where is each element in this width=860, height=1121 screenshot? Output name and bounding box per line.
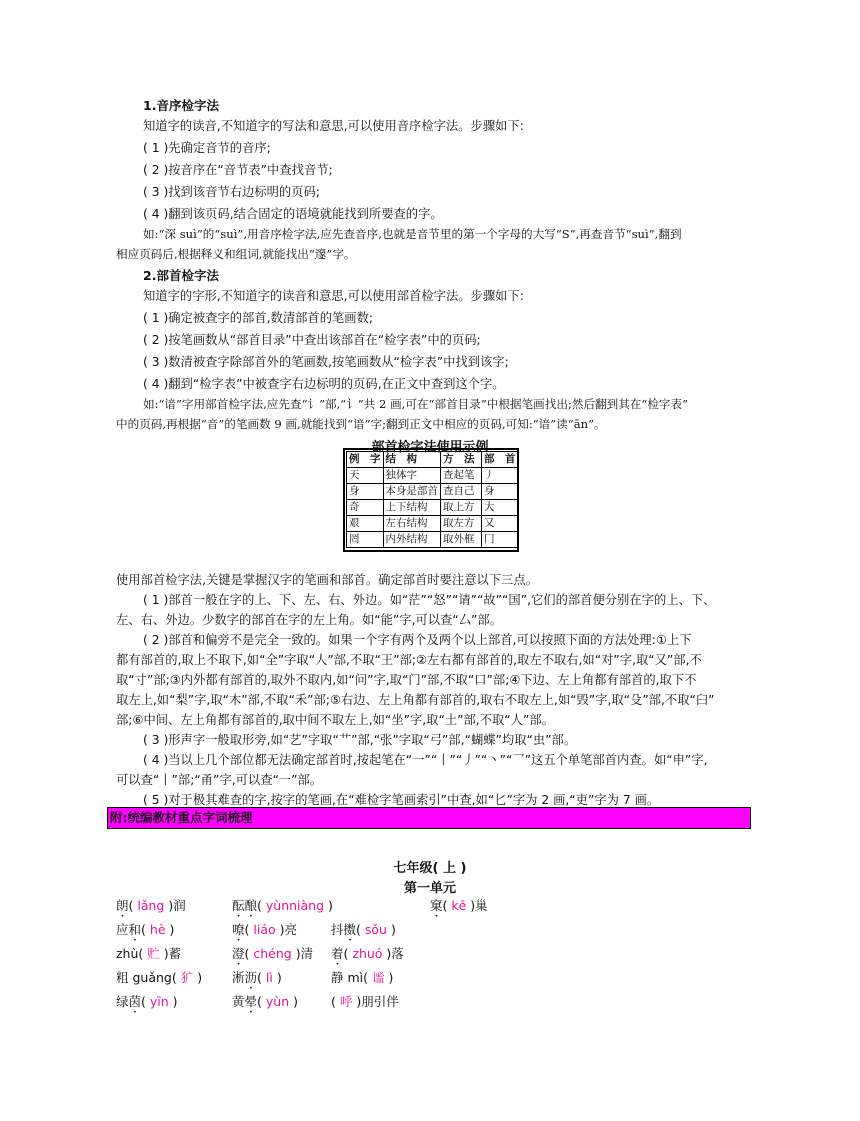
section-title-radical-index: 2.部首检字法	[143, 268, 219, 283]
example-text: 中的页码,再根据“音”的笔画数 9 画,就能找到“谙”字;翻到正文中相应的页码,可知:“谙”读“ān”。	[116, 417, 606, 431]
vocab-word: 粗 guǎng(	[116, 970, 177, 985]
vocab-item	[116, 944, 181, 962]
note-line: ( 2 )部首和偏旁不是完全一致的。如果一个字有两个及两个以上部首,可以按照下面的方法处理:①上下	[143, 633, 692, 647]
table-header-cell: 方 法	[441, 452, 482, 468]
vocab-answer: zhuó	[348, 946, 387, 961]
step-item: ( 4 )翻到“检字表”中被查字右边标明的页码,在正文中查到这个字。	[143, 377, 505, 391]
vocab-answer: 犷	[176, 970, 198, 985]
note-line: 左、右、外边。少数字的部首在字的左上角。如“能”字,可以查“厶”部。	[116, 613, 503, 627]
vocab-word: 静 mì(	[331, 970, 368, 985]
note-line: ( 1 )部首一般在字的上、下、左、右、外边。如“茫”“怒”“请”“故”“国”,它们的部首便分别在字的上、下、	[143, 593, 716, 607]
vocab-answer: yīn	[145, 994, 173, 1009]
vocab-suffix: )	[197, 970, 203, 985]
paragraph: 知道字的读音,不知道字的写法和意思,可以使用音序检字法。步骤如下:	[143, 119, 524, 133]
note-line: 可以查“丨”部;“甬”字,可以查“一”部。	[116, 773, 323, 787]
table-row	[347, 500, 519, 516]
table-row	[347, 532, 519, 548]
vocab-item	[232, 944, 313, 968]
vocab-answer: 谧	[368, 970, 389, 985]
table-cell: 艰	[347, 516, 384, 532]
table-cell: 丿	[482, 468, 519, 484]
table-cell: 奇	[347, 500, 384, 516]
note-line: 都有部首的,取上不取下,如“全”字取“人”部,不取“王”部;②左右都有部首的,取左不取右,如“对”字,取“又”部,不	[116, 653, 702, 667]
vocab-word: 窠(	[430, 898, 448, 913]
vocab-suffix: )	[172, 994, 178, 1009]
vocab-suffix: )润	[168, 898, 186, 913]
step-item: ( 1 )先确定音节的音序;	[143, 141, 271, 155]
vocab-word: 澄(	[232, 946, 250, 961]
vocab-suffix: )蓄	[163, 946, 182, 961]
table-header-cell: 结 构	[383, 452, 441, 468]
table-cell: 内外结构	[383, 532, 441, 548]
table-header-row	[347, 452, 519, 468]
step-item: ( 2 )按笔画数从“部首目录”中查出该部首在“检字表”中的页码;	[143, 333, 481, 347]
vocab-answer: 呼	[335, 994, 357, 1009]
vocab-answer: lì	[261, 970, 277, 985]
table-row	[347, 484, 519, 500]
table-cell: 查起笔	[441, 468, 482, 484]
vocab-answer: hè	[145, 922, 170, 937]
vocab-suffix: )	[388, 970, 394, 985]
example-text: 如:“深 suì”的“suì”,用音序检字法,应先查音序,也就是音节里的第一个字母的大写“S”,再查音节“suì”,翻到	[143, 227, 682, 241]
paragraph: 使用部首检字法,关键是掌握汉字的笔画和部首。确定部首时要注意以下三点。	[116, 573, 539, 587]
vocab-answer: liáo	[249, 922, 280, 937]
table-cell: 天	[347, 468, 384, 484]
vocab-item	[116, 992, 178, 1016]
vocab-item	[232, 896, 333, 920]
note-line: ( 3 )形声字一般取形旁,如“艺”字取“艹”部,“张”字取“弓”部,“蝴蝶”均取“虫”部。	[143, 733, 577, 747]
table-cell: 身	[482, 484, 519, 500]
table-row	[347, 516, 519, 532]
table-cell: 上下结构	[383, 500, 441, 516]
vocab-suffix: )亮	[279, 922, 297, 937]
vocab-suffix: )巢	[470, 898, 488, 913]
vocab-suffix: )	[169, 922, 175, 937]
table-cell: 本身是部首	[383, 484, 441, 500]
vocab-answer: yùn	[261, 994, 294, 1009]
vocab-word: 酝酿(	[232, 898, 262, 913]
table-cell: 查自己	[441, 484, 482, 500]
table-header-cell: 部 首	[482, 452, 519, 468]
vocab-item	[430, 896, 488, 920]
table-cell: 大	[482, 500, 519, 516]
appendix-banner	[107, 807, 751, 829]
vocab-word: 着(	[331, 946, 349, 961]
unit-heading: 第一单元	[403, 881, 456, 896]
table-cell: 冂	[482, 532, 519, 548]
table-cell: 取上方	[441, 500, 482, 516]
vocab-suffix: )	[390, 922, 396, 937]
vocab-answer: sǒu	[360, 922, 391, 937]
vocab-answer: chéng	[249, 946, 296, 961]
note-line: ( 4 )当以上几个部位都无法确定部首时,按起笔在“一”“丨”“丿”“丶”“乛”这五个单笔部首内查。如“申”字,	[143, 753, 708, 767]
step-item: ( 2 )按音序在“音节表”中查找音节;	[143, 163, 333, 177]
step-item: ( 3 )数清被查字除部首外的笔画数,按笔画数从“检字表”中找到该字;	[143, 355, 509, 369]
step-item: ( 4 )翻到该页码,结合固定的语境就能找到所要查的字。	[143, 207, 443, 221]
vocab-item	[232, 992, 298, 1016]
table-cell: 取外框	[441, 532, 482, 548]
vocab-item	[331, 944, 404, 968]
vocab-answer: 贮	[143, 946, 164, 961]
grade-heading: 七年级( 上 )	[393, 861, 467, 876]
vocab-suffix: )	[293, 994, 299, 1009]
vocab-word: 黄晕(	[232, 994, 262, 1009]
radical-example-table	[346, 451, 519, 548]
vocab-word: (	[331, 994, 336, 1009]
vocab-item	[232, 920, 297, 944]
table-header-cell: 例 字	[347, 452, 384, 468]
vocab-word: 抖擞(	[331, 922, 361, 937]
vocab-word: 淅沥(	[232, 970, 262, 985]
vocab-suffix: )朋引伴	[356, 994, 399, 1009]
vocab-item	[331, 968, 393, 986]
table-cell: 罔	[347, 532, 384, 548]
table-cell: 身	[347, 484, 384, 500]
note-line: 部;⑥中间、左上角都有部首的,取中间不取左上,如“坐”字,取“土”部,不取“人”部。	[116, 713, 554, 727]
note-line: ( 5 )对于极其难查的字,按字的笔画,在“难检字笔画索引”中查,如“匕”字为 2 画,“吏”字为 7 画。	[143, 793, 660, 807]
table-cell: 独体字	[383, 468, 441, 484]
vocab-suffix: )清	[295, 946, 314, 961]
step-item: ( 1 )确定被查字的部首,数清部首的笔画数;	[143, 311, 374, 325]
vocab-answer: lǎng	[133, 898, 169, 913]
vocab-item	[232, 968, 282, 992]
vocab-answer: yùnniàng	[261, 898, 329, 913]
vocab-item	[116, 920, 174, 944]
vocab-item	[331, 992, 399, 1010]
vocab-word: 朗(	[116, 898, 134, 913]
table-cell: 又	[482, 516, 519, 532]
table-cell: 左右结构	[383, 516, 441, 532]
paragraph: 知道字的字形,不知道字的读音和意思,可以使用部首检字法。步骤如下:	[143, 289, 524, 303]
example-text: 相应页码后,根据释义和组词,就能找出“邃”字。	[116, 247, 356, 261]
vocab-suffix: )	[276, 970, 282, 985]
note-line: 取“寸”部;③内外都有部首的,取外不取内,如“问”字,取“门”部,不取“口”部;④下边、左上角都有部首的,取下不	[116, 673, 697, 687]
table-cell: 取左方	[441, 516, 482, 532]
section-title-pinyin-index: 1.音序检字法	[143, 98, 219, 113]
table-row	[347, 468, 519, 484]
vocab-answer: kē	[447, 898, 471, 913]
vocab-item	[331, 920, 396, 944]
vocab-word: zhù(	[116, 946, 144, 961]
vocab-item	[116, 896, 186, 920]
vocab-item	[116, 968, 202, 986]
vocab-word: 绿茵(	[116, 994, 146, 1009]
step-item: ( 3 )找到该音节右边标明的页码;	[143, 185, 320, 199]
appendix-banner-label: 附:统编教材重点字词梳理	[110, 810, 253, 825]
vocab-suffix: )落	[386, 946, 404, 961]
vocab-word: 嘹(	[232, 922, 250, 937]
table-caption: 部首检字法使用示例	[371, 440, 489, 455]
vocab-suffix: )	[328, 898, 333, 913]
vocab-word: 应和(	[116, 922, 146, 937]
example-text: 如:“谙”字用部首检字法,应先查“讠”部,“讠”共 2 画,可在“部首目录”中根据笔画找出;然后翻到其在“检字表”	[143, 397, 689, 411]
note-line: 取左上,如“梨”字,取“木”部,不取“禾”部;⑤右边、左上角都有部首的,取右不取左上,如“毁”字,取“殳”部,不取“臼”	[116, 693, 715, 707]
